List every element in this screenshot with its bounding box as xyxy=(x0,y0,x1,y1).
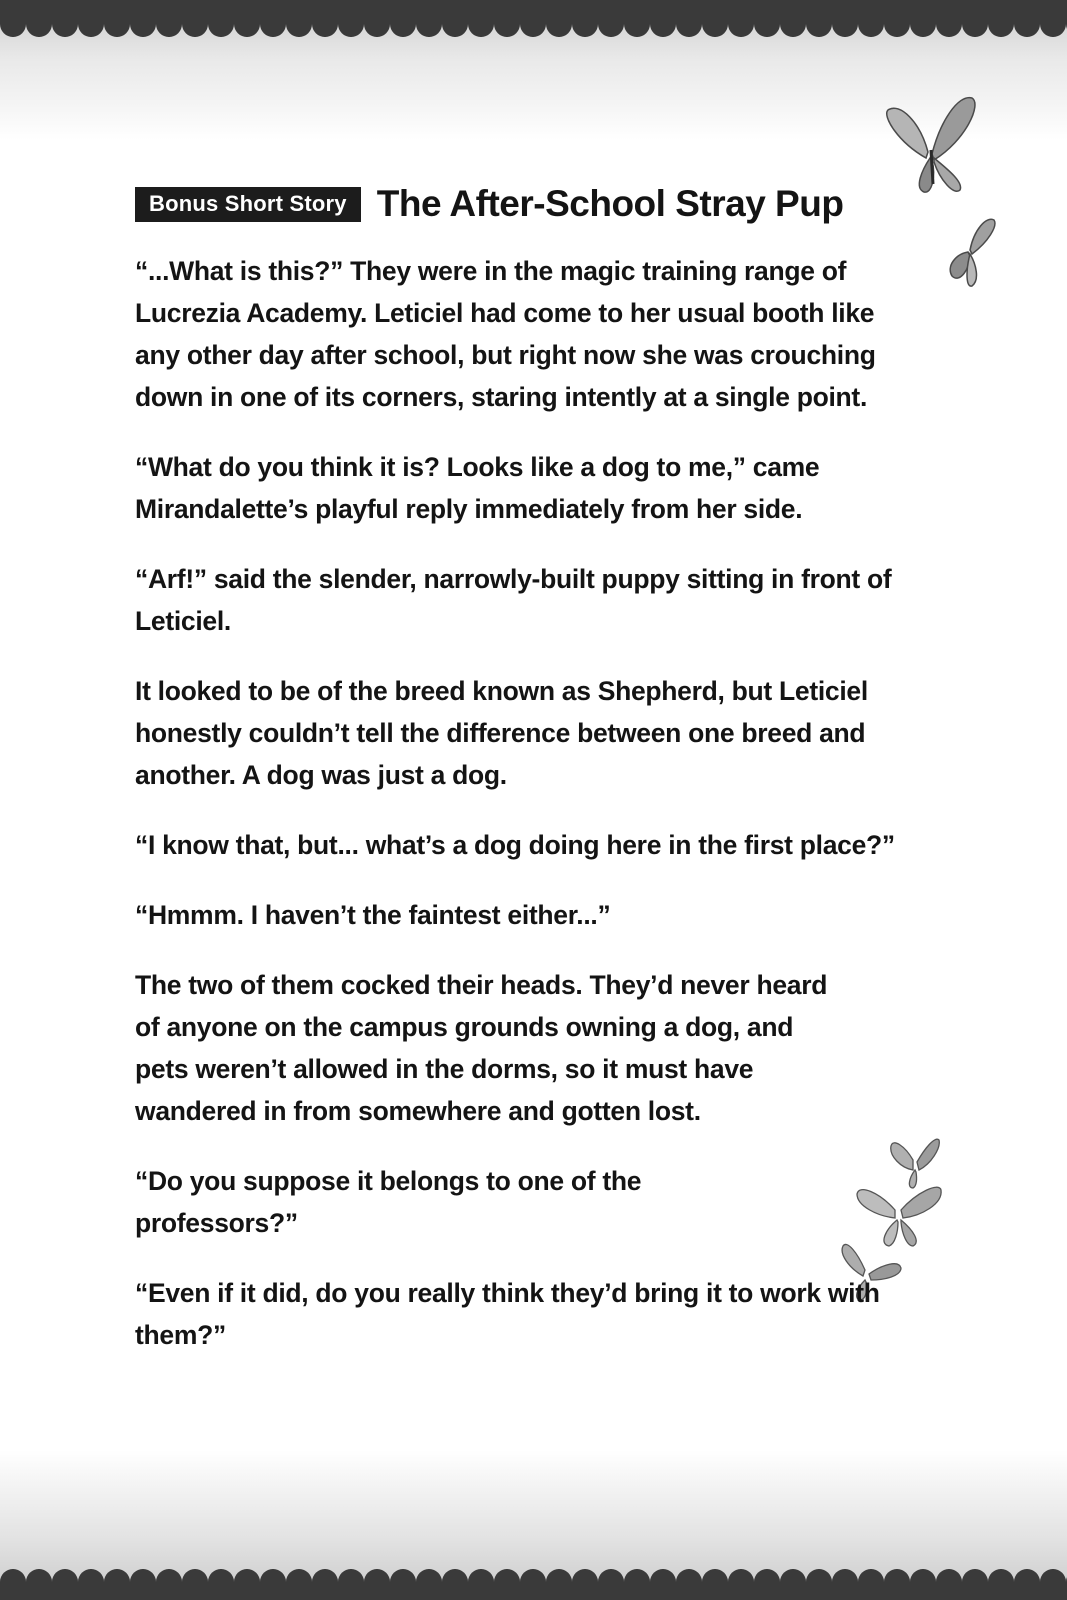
bonus-badge: Bonus Short Story xyxy=(135,187,361,222)
paragraph: “...What is this?” They were in the magic training range of Lucrezia Academy. Leticiel had come to her usual booth like any other day after school, but right now she was crouching down in one of its corners, staring intently at a single point. xyxy=(135,256,876,412)
butterfly-small-icon xyxy=(940,210,1000,290)
scallop-edge-bottom xyxy=(0,1566,1067,1588)
butterfly-large-icon xyxy=(880,92,985,202)
paragraph: The two of them cocked their heads. They’d never heard of anyone on the campus grounds owning a dog, and pets weren’t allowed in the dorms, so it must have wandered in from somewhere and gotten lost. xyxy=(135,970,828,1126)
paragraph: “Even if it did, do you really think they’d bring it to work with them?” xyxy=(135,1278,880,1350)
story-header xyxy=(135,180,843,228)
paragraph: It looked to be of the breed known as Shepherd, but Leticiel honestly couldn’t tell the difference between one breed and another. A dog was just a dog. xyxy=(135,676,868,790)
paragraph: “Arf!” said the slender, narrowly-built puppy sitting in front of Leticiel. xyxy=(135,564,892,636)
story-body xyxy=(135,250,925,1384)
paragraph: “Do you suppose it belongs to one of the professors?” xyxy=(135,1166,642,1238)
paragraph: “I know that, but... what’s a dog doing here in the first place?” xyxy=(135,830,895,860)
paragraph: “Hmmm. I haven’t the faintest either...” xyxy=(135,900,611,930)
paragraph: “What do you think it is? Looks like a dog to me,” came Mirandalette’s playful reply immediately from her side. xyxy=(135,452,820,524)
bottom-border-frame xyxy=(0,1450,1067,1600)
story-title: The After-School Stray Pup xyxy=(376,183,844,224)
scallop-edge-top xyxy=(0,18,1067,40)
